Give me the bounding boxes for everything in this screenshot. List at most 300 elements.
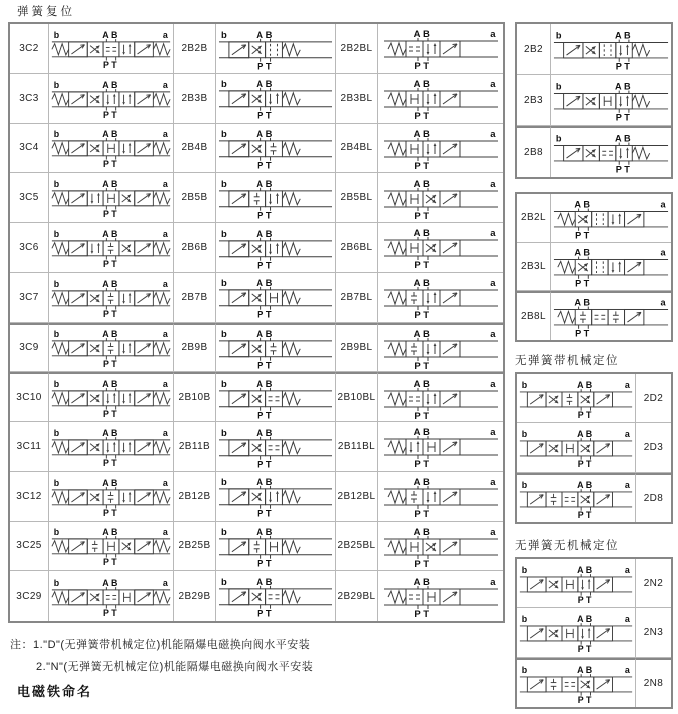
valve-symbol-icon: [217, 225, 334, 271]
svg-text:AB: AB: [413, 128, 432, 140]
svg-text:PT: PT: [575, 328, 592, 339]
svg-text:b: b: [220, 327, 228, 339]
svg-text:AB: AB: [256, 327, 275, 339]
svg-text:AB: AB: [102, 229, 120, 240]
valve-symbol-icon: [217, 523, 334, 569]
svg-text:AB: AB: [102, 577, 120, 588]
valve-symbol-icon: [50, 176, 172, 219]
svg-text:PT: PT: [257, 557, 275, 569]
valve-symbol: [517, 559, 636, 608]
model-code: 2D3: [636, 423, 671, 472]
model-code: 2B10BL: [336, 372, 378, 422]
svg-text:PT: PT: [257, 109, 275, 121]
model-code: 2B8: [517, 126, 551, 177]
model-code: 2B8L: [517, 291, 551, 340]
valve-symbol-icon: [382, 224, 500, 270]
valve-symbol: [378, 24, 503, 74]
svg-text:a: a: [489, 526, 496, 538]
valve-symbol-icon: [50, 27, 172, 70]
valve-symbol-icon: [552, 27, 670, 71]
svg-text:PT: PT: [577, 694, 594, 705]
svg-text:AB: AB: [102, 179, 120, 190]
svg-text:b: b: [521, 480, 528, 491]
valve-symbol-icon: [382, 473, 500, 519]
valve-symbol: [378, 522, 503, 572]
svg-text:AB: AB: [256, 227, 275, 239]
valve-symbol: [378, 223, 503, 273]
section-heading-detent: 无弹簧带机械定位: [515, 355, 619, 367]
svg-text:PT: PT: [257, 259, 275, 271]
valve-symbol-icon: [50, 226, 172, 269]
valve-table-main: [8, 22, 505, 623]
svg-text:b: b: [53, 577, 60, 588]
svg-text:a: a: [162, 179, 169, 190]
svg-text:b: b: [53, 329, 60, 340]
footnote-line-1: 注：1."D"(无弹簧带机械定位)机能隔爆电磁换向阀水平安装: [10, 639, 311, 651]
valve-symbol-icon: [552, 130, 670, 174]
valve-symbol: [49, 372, 174, 422]
valve-symbol: [216, 223, 336, 273]
svg-text:b: b: [220, 28, 228, 40]
svg-text:AB: AB: [102, 428, 120, 439]
svg-text:PT: PT: [257, 507, 275, 519]
svg-text:PT: PT: [577, 459, 594, 469]
svg-text:AB: AB: [256, 277, 275, 289]
svg-text:b: b: [220, 227, 228, 239]
model-code: 2B10B: [174, 372, 216, 422]
svg-text:AB: AB: [102, 79, 120, 90]
model-code: 2B2BL: [336, 24, 378, 74]
valve-symbol: [517, 473, 636, 522]
valve-symbol: [49, 223, 174, 273]
svg-text:AB: AB: [413, 29, 432, 41]
valve-symbol-icon: [518, 662, 634, 705]
svg-text:AB: AB: [256, 525, 275, 537]
model-code: 2B12BL: [336, 472, 378, 522]
svg-text:b: b: [521, 379, 528, 390]
svg-text:AB: AB: [413, 427, 432, 439]
svg-text:AB: AB: [256, 576, 275, 588]
svg-text:a: a: [162, 379, 169, 390]
model-code: 3C12: [10, 472, 49, 522]
svg-text:AB: AB: [574, 298, 593, 309]
svg-text:PT: PT: [257, 359, 275, 371]
svg-text:a: a: [624, 480, 631, 491]
svg-text:b: b: [220, 377, 228, 389]
svg-text:PT: PT: [103, 258, 119, 269]
valve-symbol-icon: [217, 125, 334, 171]
svg-text:AB: AB: [413, 378, 432, 390]
svg-text:AB: AB: [413, 178, 432, 190]
svg-text:PT: PT: [413, 609, 432, 620]
svg-text:b: b: [555, 133, 562, 144]
svg-text:a: a: [489, 128, 496, 140]
valve-symbol: [216, 24, 336, 74]
valve-symbol-icon: [217, 325, 334, 371]
svg-text:PT: PT: [103, 209, 119, 220]
valve-symbol: [216, 372, 336, 422]
valve-symbol-icon: [217, 274, 334, 320]
svg-text:PT: PT: [575, 230, 592, 241]
svg-text:a: a: [162, 79, 169, 90]
valve-symbol-icon: [50, 524, 172, 567]
svg-text:b: b: [220, 177, 228, 189]
model-code: 3C5: [10, 173, 49, 223]
valve-symbol-icon: [50, 575, 172, 618]
svg-text:a: a: [624, 429, 631, 440]
svg-text:a: a: [162, 329, 169, 340]
model-code: 2B2B: [174, 24, 216, 74]
model-code: 2B5BL: [336, 173, 378, 223]
svg-text:PT: PT: [413, 410, 432, 421]
svg-text:b: b: [53, 428, 60, 439]
svg-text:AB: AB: [574, 247, 593, 258]
footnote-line-2: 2."N"(无弹簧无机械定位)机能隔爆电磁换向阀水平安装: [36, 661, 314, 673]
svg-text:b: b: [220, 525, 228, 537]
svg-text:a: a: [162, 527, 169, 538]
svg-text:AB: AB: [615, 30, 634, 41]
svg-text:b: b: [53, 30, 60, 41]
model-code: 3C6: [10, 223, 49, 273]
svg-text:PT: PT: [257, 209, 275, 221]
valve-symbol-icon: [217, 473, 334, 519]
model-code: 2B7BL: [336, 273, 378, 323]
valve-symbol: [49, 422, 174, 472]
valve-symbol-icon: [50, 425, 172, 468]
svg-text:AB: AB: [413, 577, 432, 589]
svg-text:a: a: [162, 278, 169, 289]
svg-text:AB: AB: [615, 81, 634, 92]
valve-symbol-icon: [50, 376, 172, 419]
model-code: 2B29BL: [336, 571, 378, 621]
valve-symbol: [49, 24, 174, 74]
valve-symbol-icon: [217, 75, 334, 121]
svg-text:a: a: [489, 79, 496, 91]
valve-symbol-icon: [382, 175, 500, 221]
svg-text:PT: PT: [615, 112, 633, 123]
svg-text:a: a: [162, 577, 169, 588]
model-code: 2B6B: [174, 223, 216, 273]
svg-text:PT: PT: [103, 557, 119, 568]
valve-symbol-icon: [382, 325, 500, 371]
svg-text:PT: PT: [575, 278, 592, 289]
model-code: 2B25B: [174, 522, 216, 572]
valve-symbol-icon: [518, 611, 634, 654]
model-code: 2B11B: [174, 422, 216, 472]
svg-text:AB: AB: [102, 527, 120, 538]
valve-symbol: [49, 571, 174, 621]
svg-text:a: a: [489, 328, 496, 340]
svg-text:b: b: [53, 179, 60, 190]
model-code: 2B2L: [517, 194, 551, 243]
svg-text:PT: PT: [413, 160, 432, 171]
valve-symbol: [216, 124, 336, 174]
valve-symbol-icon: [217, 175, 334, 221]
svg-text:PT: PT: [103, 457, 119, 468]
model-code: 3C29: [10, 571, 49, 621]
svg-text:AB: AB: [413, 477, 432, 489]
model-code: 3C4: [10, 124, 49, 174]
footnotes: [10, 634, 313, 678]
svg-text:a: a: [162, 477, 169, 488]
valve-symbol-icon: [382, 75, 500, 121]
valve-symbol: [378, 323, 503, 373]
valve-symbol-icon: [518, 377, 634, 420]
svg-text:b: b: [555, 81, 562, 92]
svg-text:AB: AB: [102, 329, 120, 340]
svg-text:a: a: [162, 428, 169, 439]
model-code: 2B25BL: [336, 522, 378, 572]
svg-text:AB: AB: [615, 133, 634, 144]
valve-symbol-icon: [217, 424, 334, 470]
valve-symbol: [551, 291, 671, 340]
svg-text:PT: PT: [577, 409, 594, 420]
valve-symbol-icon: [382, 274, 500, 320]
svg-text:b: b: [521, 564, 528, 575]
model-code: 2D2: [636, 374, 671, 423]
svg-text:b: b: [53, 527, 60, 538]
svg-text:a: a: [624, 379, 631, 390]
model-code: 2N2: [636, 559, 671, 608]
svg-text:PT: PT: [413, 111, 432, 122]
valve-symbol-icon: [552, 294, 670, 338]
svg-text:AB: AB: [574, 199, 593, 210]
model-code: 2B7B: [174, 273, 216, 323]
svg-text:AB: AB: [577, 564, 595, 575]
valve-symbol-icon: [382, 125, 500, 171]
svg-text:a: a: [489, 178, 496, 190]
svg-text:a: a: [624, 665, 631, 676]
valve-symbol-icon: [518, 477, 634, 520]
svg-text:AB: AB: [577, 379, 595, 390]
valve-symbol-icon: [552, 244, 670, 288]
svg-text:PT: PT: [257, 409, 275, 421]
valve-symbol: [216, 173, 336, 223]
svg-text:b: b: [53, 379, 60, 390]
svg-text:AB: AB: [256, 426, 275, 438]
valve-symbol-icon: [382, 573, 500, 619]
valve-symbol: [216, 522, 336, 572]
svg-text:AB: AB: [102, 129, 120, 140]
valve-symbol: [378, 472, 503, 522]
svg-text:b: b: [220, 277, 228, 289]
model-code: 2B4BL: [336, 124, 378, 174]
svg-text:AB: AB: [413, 526, 432, 538]
svg-text:b: b: [220, 78, 228, 90]
svg-text:PT: PT: [413, 61, 432, 72]
valve-symbol: [49, 124, 174, 174]
svg-text:AB: AB: [256, 78, 275, 90]
model-code: 2B9BL: [336, 323, 378, 373]
svg-text:b: b: [53, 278, 60, 289]
svg-text:PT: PT: [413, 310, 432, 321]
model-code: 2B3L: [517, 243, 551, 292]
svg-text:AB: AB: [413, 328, 432, 340]
valve-symbol: [216, 571, 336, 621]
valve-symbol: [517, 374, 636, 423]
valve-symbol: [378, 372, 503, 422]
valve-symbol-icon: [50, 326, 172, 369]
svg-text:PT: PT: [577, 594, 594, 605]
model-code: 3C9: [10, 323, 49, 373]
svg-text:PT: PT: [257, 607, 275, 619]
svg-text:PT: PT: [257, 308, 275, 320]
svg-text:a: a: [489, 477, 496, 489]
svg-text:AB: AB: [256, 28, 275, 40]
svg-text:b: b: [521, 665, 528, 676]
valve-symbol: [49, 522, 174, 572]
valve-symbol-icon: [382, 423, 500, 469]
svg-text:PT: PT: [257, 60, 275, 72]
valve-symbol: [551, 126, 671, 177]
svg-text:AB: AB: [102, 278, 120, 289]
valve-symbol-icon: [552, 196, 670, 240]
model-code: 2N8: [636, 658, 671, 707]
svg-text:PT: PT: [103, 507, 119, 518]
svg-text:b: b: [220, 576, 228, 588]
model-code: 2B9B: [174, 323, 216, 373]
valve-symbol: [551, 24, 671, 75]
valve-symbol-icon: [217, 375, 334, 421]
svg-text:AB: AB: [413, 228, 432, 240]
model-code: 3C2: [10, 24, 49, 74]
model-code: 2B6BL: [336, 223, 378, 273]
section-heading-spring-return: 弹簧复位: [17, 6, 75, 18]
valve-symbol: [517, 423, 636, 472]
valve-symbol: [378, 74, 503, 124]
valve-symbol-icon: [217, 26, 334, 72]
svg-text:AB: AB: [256, 377, 275, 389]
valve-symbol: [216, 273, 336, 323]
valve-symbol: [378, 124, 503, 174]
svg-text:b: b: [220, 476, 228, 488]
valve-symbol: [551, 243, 671, 292]
svg-text:PT: PT: [577, 644, 594, 654]
svg-text:PT: PT: [413, 558, 432, 569]
valve-symbol-icon: [518, 426, 634, 469]
valve-symbol: [49, 472, 174, 522]
svg-text:a: a: [489, 378, 496, 390]
valve-table-2b: [515, 22, 673, 179]
svg-text:a: a: [489, 29, 496, 41]
model-code: 2B4B: [174, 124, 216, 174]
valve-table-2bl: [515, 192, 673, 342]
model-code: 2B3BL: [336, 74, 378, 124]
valve-symbol-icon: [552, 78, 670, 122]
svg-text:b: b: [53, 477, 60, 488]
svg-text:a: a: [162, 229, 169, 240]
model-code: 2B2: [517, 24, 551, 75]
valve-symbol: [378, 273, 503, 323]
svg-text:AB: AB: [256, 127, 275, 139]
valve-symbol-icon: [382, 523, 500, 569]
svg-text:AB: AB: [102, 30, 120, 41]
valve-symbol-icon: [382, 375, 500, 421]
svg-text:b: b: [220, 127, 228, 139]
svg-text:PT: PT: [413, 360, 432, 371]
model-code: 2D8: [636, 473, 671, 522]
valve-symbol: [378, 173, 503, 223]
svg-text:PT: PT: [413, 260, 432, 271]
svg-text:AB: AB: [413, 79, 432, 91]
svg-text:a: a: [162, 129, 169, 140]
valve-symbol: [216, 74, 336, 124]
svg-text:PT: PT: [615, 61, 633, 72]
model-code: 2B3: [517, 75, 551, 126]
svg-text:b: b: [521, 429, 528, 440]
svg-text:PT: PT: [257, 458, 275, 470]
valve-symbol: [49, 173, 174, 223]
model-code: 2B5B: [174, 173, 216, 223]
valve-symbol-icon: [518, 562, 634, 605]
svg-text:a: a: [489, 577, 496, 589]
svg-text:AB: AB: [102, 379, 120, 390]
svg-text:PT: PT: [103, 308, 119, 319]
svg-text:b: b: [555, 30, 562, 41]
svg-text:AB: AB: [577, 429, 595, 440]
model-code: 2N3: [636, 608, 671, 657]
svg-text:PT: PT: [413, 509, 432, 520]
svg-text:a: a: [489, 228, 496, 240]
model-code: 2B11BL: [336, 422, 378, 472]
valve-symbol: [378, 571, 503, 621]
model-code: 3C11: [10, 422, 49, 472]
svg-text:PT: PT: [413, 210, 432, 221]
valve-table-2d: [515, 372, 673, 524]
svg-text:AB: AB: [256, 177, 275, 189]
valve-symbol: [517, 608, 636, 657]
svg-text:b: b: [53, 129, 60, 140]
svg-text:b: b: [53, 229, 60, 240]
model-code: 3C25: [10, 522, 49, 572]
svg-text:a: a: [162, 30, 169, 41]
valve-symbol: [216, 422, 336, 472]
svg-text:PT: PT: [103, 409, 119, 420]
svg-text:b: b: [53, 79, 60, 90]
model-code: 3C3: [10, 74, 49, 124]
valve-symbol: [49, 273, 174, 323]
svg-text:b: b: [521, 614, 528, 625]
valve-symbol-icon: [382, 25, 500, 71]
svg-text:PT: PT: [257, 159, 275, 171]
svg-text:PT: PT: [413, 459, 432, 470]
valve-table-2n: [515, 557, 673, 709]
valve-symbol: [378, 422, 503, 472]
svg-text:AB: AB: [102, 477, 120, 488]
section-heading-no-detent: 无弹簧无机械定位: [515, 540, 619, 552]
svg-text:AB: AB: [256, 476, 275, 488]
valve-symbol-icon: [50, 276, 172, 319]
section-heading-solenoid-naming: 电磁铁命名: [17, 684, 93, 699]
svg-text:PT: PT: [615, 164, 633, 175]
svg-text:AB: AB: [577, 480, 595, 491]
model-code: 3C7: [10, 273, 49, 323]
svg-text:a: a: [660, 298, 667, 309]
svg-text:PT: PT: [103, 159, 119, 170]
svg-text:PT: PT: [103, 607, 119, 618]
svg-text:PT: PT: [577, 509, 594, 520]
valve-symbol-icon: [50, 77, 172, 120]
valve-symbol: [517, 658, 636, 707]
svg-text:a: a: [660, 247, 667, 258]
svg-text:AB: AB: [577, 665, 595, 676]
svg-text:AB: AB: [413, 278, 432, 290]
svg-text:a: a: [489, 278, 496, 290]
valve-symbol: [216, 323, 336, 373]
svg-text:a: a: [624, 564, 631, 575]
model-code: 2B29B: [174, 571, 216, 621]
valve-symbol: [49, 323, 174, 373]
